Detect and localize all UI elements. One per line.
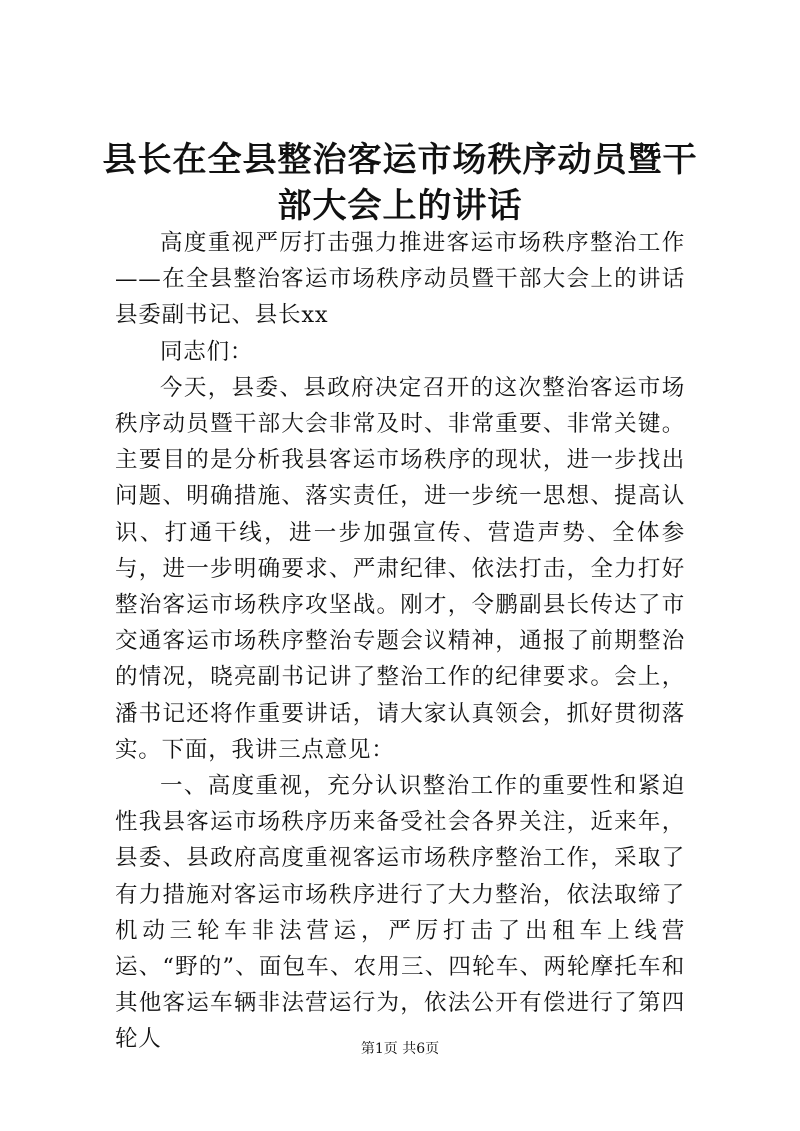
page-number-footer: 第1页 共6页 (360, 1041, 440, 1057)
document-body (115, 225, 685, 1058)
section-one-paragraph: 一、高度重视，充分认识整治工作的重要性和紧迫性我县客运市场秩序历来备受社会各界关注，近来年，县委、县政府高度重视客运市场秩序整治工作，采取了有力措施对客运市场秩序进行了大力整治，依法取缔了机动三轮车非法营运，严厉打击了出租车上线营运、“野的”、面包车、农用三、四轮车、两轮摩托车和其他客运车辆非法营运行为，依法公开有偿进行了第四轮人 (115, 773, 685, 1053)
introduction-paragraph: 今天，县委、县政府决定召开的这次整治客运市场秩序动员暨干部大会非常及时、非常重要、非常关键。主要目的是分析我县客运市场秩序的现状，进一步找出问题、明确措施、落实责任，进一步统一思想、提高认识、打通干线，进一步加强宣传、营造声势、全体参与，进一步明确要求、严肃纪律、依法打击，全力打好整治客运市场秩序攻坚战。刚才，令鹏副县长传达了市交通客运市场秩序整治专题会议精神，通报了前期整治的情况，晓亮副书记讲了整治工作的纪律要求。会上，潘书记还将作重要讲话，请大家认真领会，抓好贯彻落实。下面，我讲三点意见： (115, 374, 685, 763)
document-title: 县长在全县整治客运市场秩序动员暨干部大会上的讲话 (102, 140, 698, 226)
salutation-paragraph: 同志们： (160, 338, 254, 365)
speech-subtitle-paragraph: 高度重视严厉打击强力推进客运市场秩序整治工作——在全县整治客运市场秩序动员暨干部大会上的讲话县委副书记、县长xx (115, 230, 685, 329)
